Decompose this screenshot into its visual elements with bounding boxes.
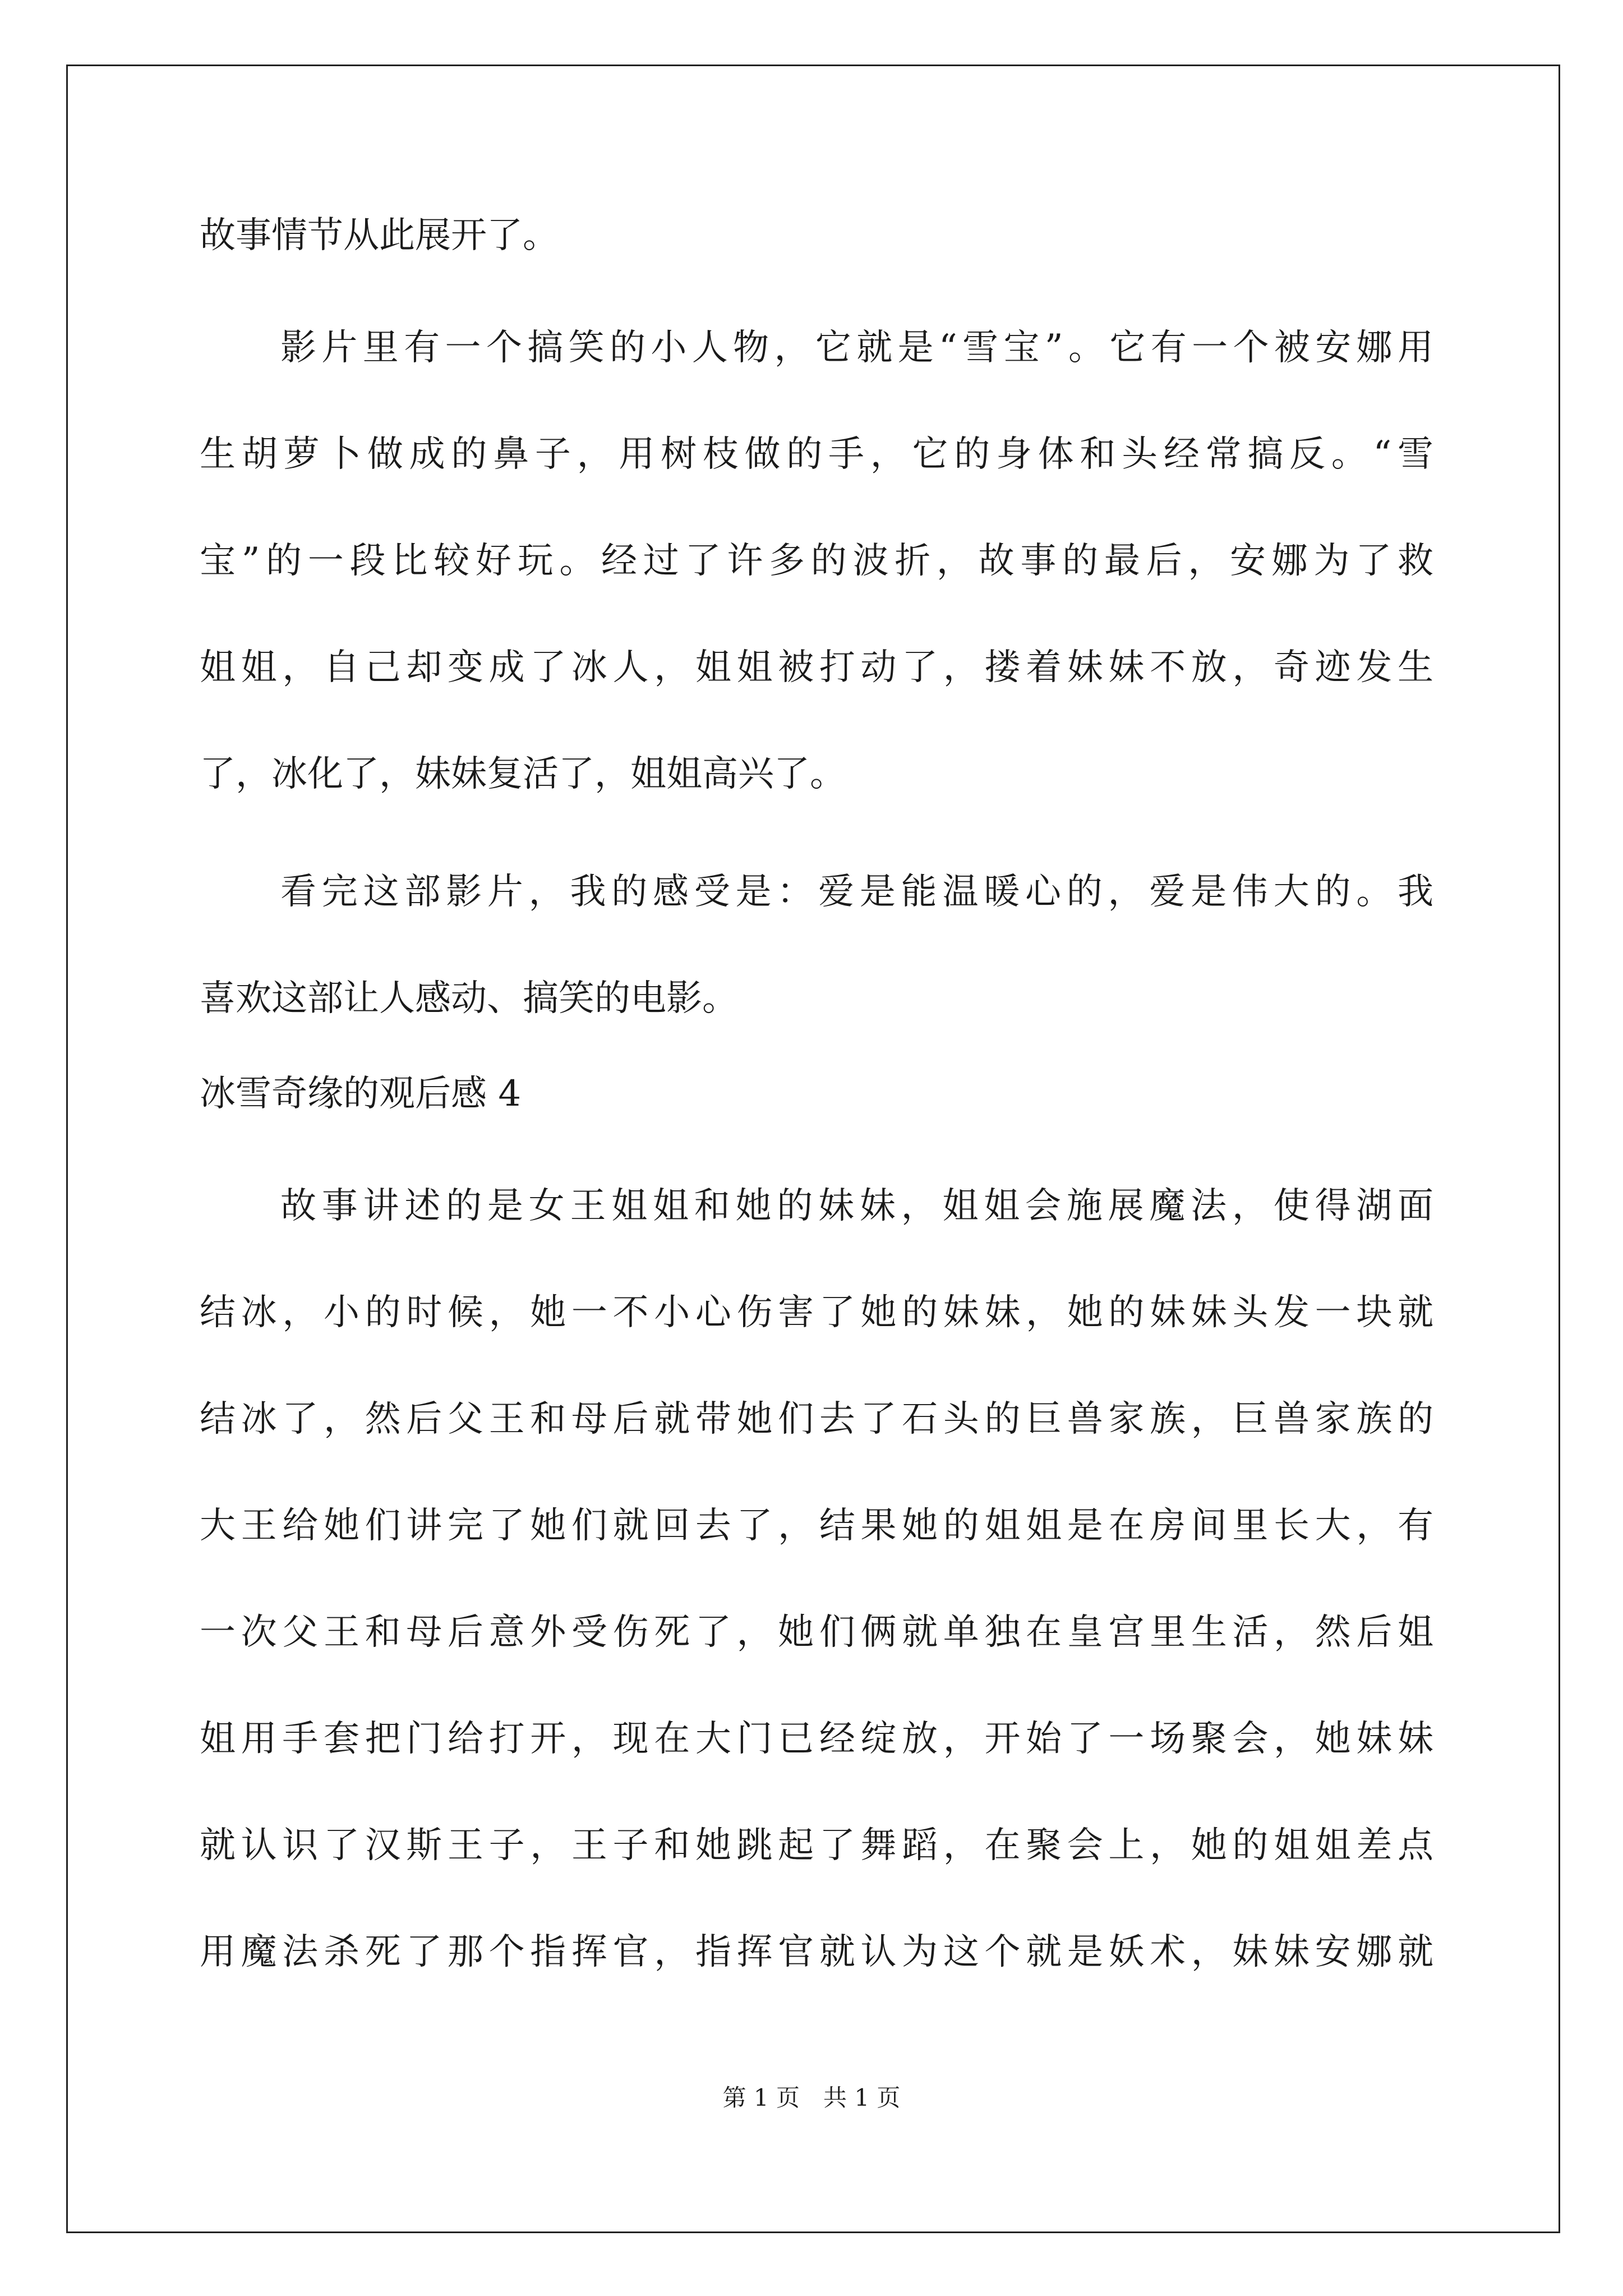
text-line: 姐姐，自己却变成了冰人，姐姐被打动了，搂着妹妹不放，奇迹发生	[200, 647, 1433, 688]
text-line: 了，冰化了，妹妹复活了，姐姐高兴了。	[200, 753, 846, 795]
text-line: 生胡萝卜做成的鼻子，用树枝做的手，它的身体和头经常搞反。“雪	[200, 434, 1433, 475]
page-number-footer: 第 1 页 共 1 页	[722, 2084, 901, 2111]
text-line: 结冰了，然后父王和母后就带她们去了石头的巨兽家族，巨兽家族的	[200, 1398, 1433, 1440]
text-line: 宝”的一段比较好玩。经过了许多的波折，故事的最后，安娜为了救	[200, 540, 1433, 582]
section-heading: 冰雪奇缘的观后感 4	[200, 1073, 522, 1115]
text-line: 大王给她们讲完了她们就回去了，结果她的姐姐是在房间里长大，有	[200, 1505, 1433, 1547]
text-line: 姐用手套把门给打开，现在大门已经绽放，开始了一场聚会，她妹妹	[200, 1718, 1433, 1760]
text-line: 故事讲述的是女王姐姐和她的妹妹，姐姐会施展魔法，使得湖面	[280, 1185, 1433, 1227]
text-line: 结冰，小的时候，她一不小心伤害了她的妹妹，她的妹妹头发一块就	[200, 1292, 1433, 1333]
text-line: 影片里有一个搞笑的小人物，它就是“雪宝”。它有一个被安娜用	[280, 327, 1433, 369]
text-line: 喜欢这部让人感动、搞笑的电影。	[200, 978, 738, 1019]
text-line: 看完这部影片，我的感受是：爱是能温暖心的，爱是伟大的。我	[280, 871, 1433, 913]
page-border	[66, 65, 1560, 2233]
text-line: 故事情节从此展开了。	[200, 215, 559, 256]
text-line: 用魔法杀死了那个指挥官，指挥官就认为这个就是妖术，妹妹安娜就	[200, 1931, 1433, 1973]
text-line: 一次父王和母后意外受伤死了，她们俩就单独在皇宫里生活，然后姐	[200, 1612, 1433, 1653]
text-line: 就认识了汉斯王子，王子和她跳起了舞蹈，在聚会上，她的姐姐差点	[200, 1825, 1433, 1866]
